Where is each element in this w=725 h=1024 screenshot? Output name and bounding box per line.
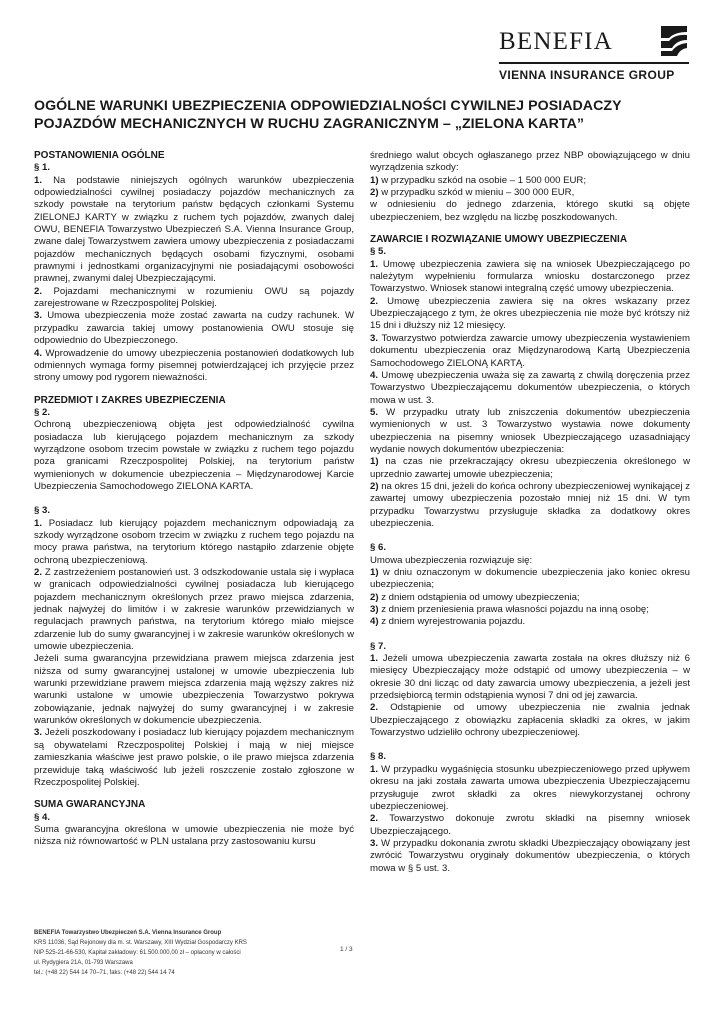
clause-text: Suma gwarancyjna określona w umowie ubezpieczenia nie może być niższa niż równowartość w PLN ustalana przy zastosowaniu kursu bbox=[34, 823, 354, 848]
item-number: 2) bbox=[370, 591, 379, 603]
list-item bbox=[370, 175, 690, 187]
clause bbox=[370, 370, 690, 407]
clause-text: Na podstawie niniejszych ogólnych warunków ubezpieczenia odpowiedzialności cywilnej posiadaczy pojazdów mechanicznych za szkody powstałe na terytorium państw będących członkami Systemu ZIELONEJ KARTY w związku z ruchem tych pojazdów, zwanych dalej OWU, BENEFIA Towarzystwo Ubezpieczeń S.A. Vienna Insurance Group, zwane dalej Towarzystwem zawiera umowy ubezpieczenia z posiadaczami pojazdów mechanicznych będących osobami fizycznymi, osobami prawnymi i jednostkami organizacyjnymi nie posiadającymi osobowości prawnej, zwanymi dalej Ubezpieczającymi. bbox=[34, 174, 354, 285]
list-item bbox=[370, 456, 690, 481]
paragraph-number: § 6. bbox=[370, 542, 387, 554]
page-number: 1 / 3 bbox=[340, 946, 353, 953]
clause-number: 1. bbox=[34, 517, 43, 529]
clause-text: Wprowadzenie do umowy ubezpieczenia postanowień dodatkowych lub odmiennych wymaga formy pisemnej potwierdzającej ich przyjęcie przez strony umowy pod rygorem nieważności. bbox=[34, 347, 354, 384]
left-column bbox=[34, 150, 354, 849]
item-number: 4) bbox=[370, 616, 379, 628]
clause-text: W przypadku utraty lub zniszczenia dokumentów ubezpieczenia wymienionych w ust. 3 Towarzystwo wystawia nowe dokumenty ubezpieczenia na pisemny wniosek Ubezpieczającego uzasadniający wydanie nowych dokumentów ubezpieczenia: bbox=[370, 406, 690, 455]
clause bbox=[34, 727, 354, 789]
item-number: 1) bbox=[370, 456, 379, 468]
clause-number: 2. bbox=[370, 813, 379, 825]
clause-text: W przypadku wygaśnięcia stosunku ubezpieczeniowego przed upływem okresu na jaki została zawarta umowa ubezpieczenia Ubezpieczającemu przysługuje zwrot składki za okres niewykorzystanej ochrony ubezpieczeniowej. bbox=[370, 763, 690, 812]
footer-krs: KRS 11036, Sąd Rejonowy dla m. st. Warszawy, XIII Wydział Gospodarczy KRS bbox=[34, 940, 247, 946]
paragraph-number: § 5. bbox=[370, 246, 387, 258]
clause-text: Umowę ubezpieczenia zawiera się na okres wskazany przez Ubezpieczającego z tym, że okres ubezpieczenia nie może być krótszy niż 15 dni i dłuższy niż 12 miesięcy. bbox=[370, 295, 690, 332]
clause bbox=[370, 407, 690, 456]
list-item bbox=[370, 567, 690, 592]
clause bbox=[34, 567, 354, 653]
item-text: w przypadku szkód na osobie – 1 500 000 EUR; bbox=[381, 174, 586, 186]
item-text: w dniu oznaczonym w dokumencie ubezpieczenia jako koniec okresu ubezpieczenia; bbox=[370, 567, 691, 591]
clause bbox=[370, 333, 690, 370]
clause bbox=[370, 764, 690, 813]
clause bbox=[370, 813, 690, 838]
footer-phone: tel.: (+48 22) 544 14 70–71, faks: (+48 22) 544 14 74 bbox=[34, 970, 175, 976]
list-item bbox=[370, 187, 690, 199]
clause bbox=[34, 310, 354, 347]
clause-text: Umowę ubezpieczenia zawiera się na wniosek Ubezpieczającego po należytym wypełnieniu formularza wniosku dostarczonego przez Towarzystwo. Wniosek stanowi integralną część umowy ubezpieczenia. bbox=[370, 258, 690, 295]
clause-number: 2. bbox=[34, 567, 43, 578]
list-item bbox=[370, 592, 690, 604]
clause-number: 2. bbox=[370, 702, 379, 714]
clause-number: 2. bbox=[34, 285, 43, 297]
benefia-wing-icon bbox=[659, 24, 689, 58]
clause-text: średniego walut obcych ogłaszanego przez NBP obowiązującego w dniu wyrządzenia szkody: bbox=[370, 150, 690, 174]
clause-number: 1. bbox=[370, 653, 379, 665]
clause bbox=[34, 286, 354, 311]
clause bbox=[34, 518, 354, 567]
clause-number: 4. bbox=[34, 347, 43, 359]
clause bbox=[370, 296, 690, 333]
item-number: 3) bbox=[370, 604, 379, 616]
title-line: OGÓLNE WARUNKI UBEZPIECZENIA ODPOWIEDZIALNOŚCI CYWILNEJ POSIADACZY bbox=[34, 98, 622, 114]
footer-company: BENEFIA Towarzystwo Ubezpieczeń S.A. Vienna Insurance Group bbox=[34, 930, 222, 936]
section-heading: POSTANOWIENIA OGÓLNE bbox=[34, 150, 165, 161]
clause-number: 3. bbox=[370, 837, 379, 849]
clause-number: 5. bbox=[370, 406, 379, 418]
clause-number: 3. bbox=[34, 310, 43, 322]
paragraph-number: § 3. bbox=[34, 505, 51, 517]
clause-number: 1. bbox=[34, 174, 43, 186]
clause-number: 1. bbox=[370, 258, 379, 270]
clause bbox=[370, 702, 690, 739]
document-title bbox=[34, 97, 694, 133]
clause-text: Jeżeli umowa ubezpieczenia zawarta została na okres dłuższy niż 6 miesięcy Ubezpieczający może odstąpić od umowy ubezpieczenia – w okresie 30 dni licząc od daty zawarcia umowy ubezpieczenia, a jeżeli jest przedsiębiorcą termin odstąpienia wynosi 7 dni od jej zawarcia. bbox=[370, 653, 690, 702]
right-column bbox=[370, 150, 690, 875]
item-text: z dniem wyrejestrowania pojazdu. bbox=[381, 616, 526, 628]
title-line: POJAZDÓW MECHANICZNYCH W RUCHU ZAGRANICZNYM – „ZIELONA KARTA” bbox=[34, 116, 585, 132]
paragraph-number: § 2. bbox=[34, 406, 51, 418]
clause-text: Jeżeli suma gwarancyjna przewidziana prawem miejsca zdarzenia jest niższa od sumy gwarancyjnej ustalonej w umowie ubezpieczenia lub warunki przewidziane prawem miejsca zdarzenia mają węższy zakres niż warunki ustalone w umowie ubezpieczenia Towarzystwo pokrywa zobowiązanie, jednak najwyżej do sumy gwarancyjnej i w zakresie warunków określonych w dokumencie ubezpieczenia. bbox=[34, 653, 354, 727]
logo-divider bbox=[499, 62, 689, 64]
logo-group: VIENNA INSURANCE GROUP bbox=[499, 68, 675, 82]
clause-text: Pojazdami mechanicznymi w rozumieniu OWU są pojazdy zarejestrowane w Rzeczpospolitej Polskiej. bbox=[34, 285, 354, 310]
clause bbox=[370, 838, 690, 875]
section-heading: ZAWARCIE I ROZWIĄZANIE UMOWY UBEZPIECZENIA bbox=[370, 234, 628, 246]
clause-number: 4. bbox=[370, 369, 379, 381]
clause-text: w odniesieniu do jednego zdarzenia, którego skutki są objęte ubezpieczeniem, bez względu na liczbę poszkodowanych. bbox=[370, 199, 690, 223]
clause-text: Umowa ubezpieczenia rozwiązuje się: bbox=[370, 554, 533, 566]
benefia-logo bbox=[499, 24, 689, 84]
clause-text: Umowa ubezpieczenia może zostać zawarta na cudzy rachunek. W przypadku zawarcia takiej umowy postanowienia OWU stosuje się odpowiednio do Ubezpieczonego. bbox=[34, 310, 354, 347]
item-text: na okres 15 dni, jeżeli do końca ochrony ubezpieczeniowej wynikającej z zawartej umowy ubezpieczenia pozostało mniej niż 15 dni. W tym przypadku Towarzystwu przysługuje składka za dodatkowy okres ubezpieczenia. bbox=[370, 480, 690, 529]
clause-text: Ochroną ubezpieczeniową objęta jest odpowiedzialność cywilna posiadacza lub kierującego pojazdem mechanicznym za szkody wyrządzone osobom trzecim powstałe w związku z ruchem tego pojazdu poza granicami Rzeczpospolitej Polskiej, na terytorium państw wymienionych w dokumencie ubezpieczenia – Międzynarodowej Karcie Ubezpieczenia Samochodowego ZIELONA KARTA. bbox=[34, 419, 354, 492]
item-text: z dniem odstąpienia od umowy ubezpieczenia; bbox=[381, 591, 580, 603]
clause-text: Towarzystwo potwierdza zawarcie umowy ubezpieczenia wystawieniem dokumentu ubezpieczenia oraz Międzynarodową Kartą Ubezpieczenia Samochodowego ZIELONĄ KARTĄ. bbox=[370, 332, 690, 369]
paragraph-number: § 4. bbox=[34, 811, 51, 823]
company-footer bbox=[34, 928, 247, 978]
item-number: 2) bbox=[370, 480, 379, 492]
clause bbox=[370, 653, 690, 702]
paragraph-number: § 8. bbox=[370, 751, 387, 763]
clause-text: Umowę ubezpieczenia uważa się za zawartą z chwilą doręczenia przez Towarzystwo Ubezpieczającemu dokumentów ubezpieczenia, o których mowa w ust. 3. bbox=[370, 369, 690, 406]
list-item bbox=[370, 481, 690, 530]
list-item bbox=[370, 604, 690, 616]
footer-address: ul. Rydygiera 21A, 01-793 Warszawa bbox=[34, 960, 133, 966]
clause-text: Posiadacz lub kierujący pojazdem mechanicznym odpowiadają za szkody wyrządzone osobom trzecim w związku z ruchem tego pojazdu na mocy prawa państwa, na terytorium którego nastąpiło zdarzenie objęte ochroną ubezpieczeniową. bbox=[34, 517, 354, 566]
item-number: 1) bbox=[370, 567, 379, 578]
clause bbox=[34, 348, 354, 385]
clause-number: 3. bbox=[34, 727, 43, 739]
list-item bbox=[370, 616, 690, 628]
clause-number: 3. bbox=[370, 332, 379, 344]
clause-text: Jeżeli poszkodowany i posiadacz lub kierujący pojazdem mechanicznym są obywatelami Rzeczpospolitej Polskiej i mają w niej miejsce zamieszkania właściwe jest prawo polskie, o ile prawo miejsca zdarzenia przewiduje taką właściwość lub jeżeli roszczenie zostało zgłoszone w Rzeczpospolitej Polskiej. bbox=[34, 727, 355, 788]
paragraph-number: § 7. bbox=[370, 640, 387, 652]
item-text: z dniem przeniesienia prawa własności pojazdu na inną osobę; bbox=[381, 604, 649, 616]
logo-brand: BENEFIA bbox=[499, 28, 613, 55]
item-number: 1) bbox=[370, 174, 379, 186]
item-number: 2) bbox=[370, 187, 379, 199]
item-text: na czas nie przekraczający okresu ubezpieczenia określonego w uprzednio zawartej umowie ubezpieczenia; bbox=[370, 456, 690, 480]
clause bbox=[34, 175, 354, 286]
clause-text: Odstąpienie od umowy ubezpieczenia nie zwalnia jednak Ubezpieczającego z obowiązku zapłacenia składki za okres, w jakim Towarzystwo udzieliło ochrony ubezpieczeniowej. bbox=[370, 702, 690, 739]
clause-number: 2. bbox=[370, 295, 379, 307]
footer-nip: NIP 525-21-66-530, Kapitał zakładowy: 61.500.000,00 zł – opłacony w całości bbox=[34, 950, 241, 956]
section-heading: SUMA GWARANCYJNA bbox=[34, 799, 146, 811]
clause-text: Towarzystwo dokonuje zwrotu składki na pisemny wniosek Ubezpieczającego. bbox=[370, 813, 691, 837]
section-heading: PRZEDMIOT I ZAKRES UBEZPIECZENIA bbox=[34, 394, 226, 406]
clause-text: W przypadku dokonania zwrotu składki Ubezpieczający obowiązany jest zwrócić Towarzystwu oryginały dokumentów ubezpieczenia, o których mowa w § 5 ust. 3. bbox=[370, 837, 691, 874]
item-text: w przypadku szkód w mieniu – 300 000 EUR, bbox=[381, 187, 575, 199]
clause bbox=[370, 259, 690, 296]
clause-text: Z zastrzeżeniem postanowień ust. 3 odszkodowanie ustala się i wypłaca w granicach odpowiedzialności cywilnej posiadacza lub kierującego pojazdem mechanicznym określonych przez prawo miejsca zdarzenia, jednak najwyżej do limitów i w zakresie warunków przewidzianych w regulacjach prawnych państwa, na terytorium którego miało miejsce zdarzenie lub do sumy gwarancyjnej i w zakresie warunków określonych w umowie ubezpieczenia. bbox=[34, 567, 354, 653]
paragraph-number: § 1. bbox=[34, 162, 51, 174]
clause-number: 1. bbox=[370, 763, 379, 775]
